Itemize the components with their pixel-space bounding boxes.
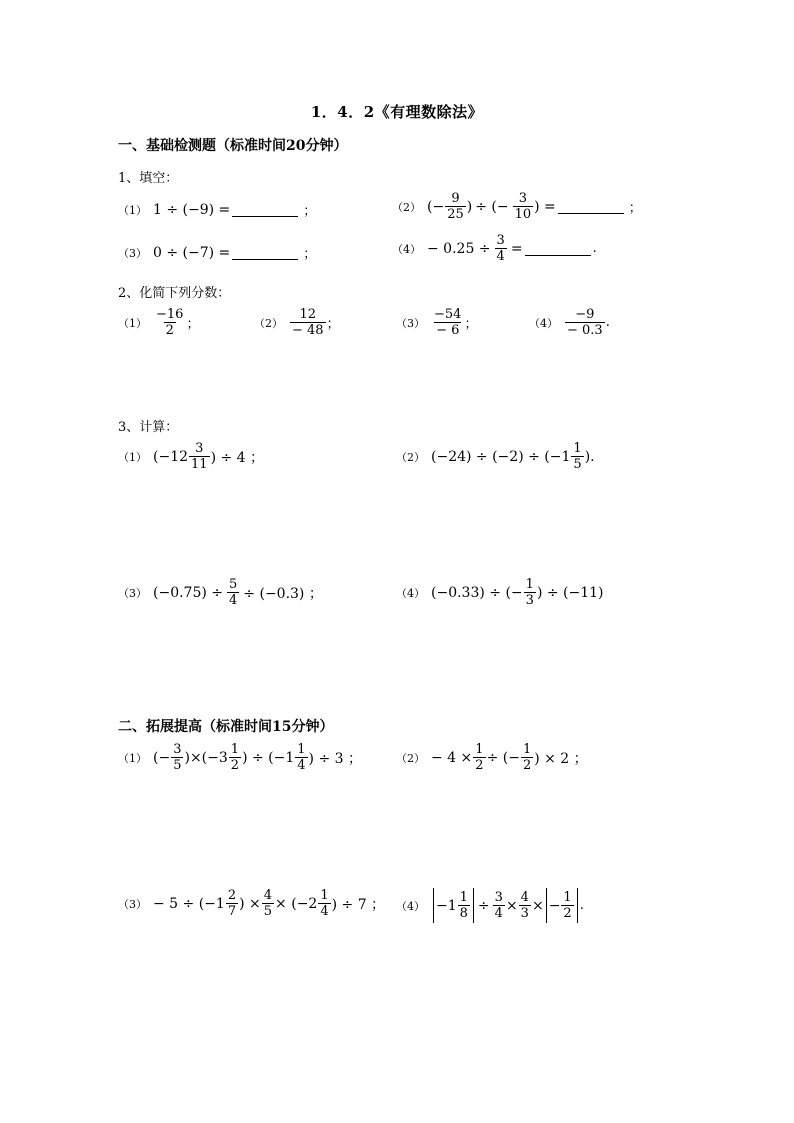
fraction: $\frac{-54}{- 6}$: [434, 307, 462, 338]
fraction: $\frac{-9}{- 0.3}$: [567, 307, 603, 338]
q2-item-1: （1） $\frac{-16}{2}$ ；: [118, 307, 200, 338]
fraction: $\frac{1}{2}$: [475, 742, 484, 773]
q2-item-2: （2） $\frac{12}{- 48}$ ；: [254, 307, 340, 338]
absolute-value: −1 $\frac{1}{8}$: [433, 888, 474, 923]
q3-item-2: （2） (−24) ÷ (−2) ÷ (−1 $\frac{1}{5}$ ).: [396, 441, 595, 472]
q1-item-4: （4） − 0.25 ÷ $\frac{3}{4}$ = .: [392, 233, 597, 264]
section2-heading: 二、拓展提高（标准时间15分钟）: [118, 719, 334, 735]
q3-item-3: （3） (−0.75) ÷ $\frac{5}{4}$ ÷ (−0.3) ；: [118, 577, 323, 608]
fraction: $\frac{3}{4}$: [494, 890, 503, 921]
answer-blank[interactable]: [232, 202, 298, 217]
fraction: $\frac{9}{25}$: [447, 191, 464, 222]
q1-item-3: （3） 0 ÷ (−7) = ；: [118, 244, 317, 262]
answer-blank[interactable]: [525, 241, 591, 256]
s2-item-1: （1） (− $\frac{3}{5}$ )×(−3 $\frac{1}{2}$ ) ÷ (−1 $\frac{1}{4}$ ) ÷ 3 ；: [118, 742, 362, 773]
q2-label: 2、化简下列分数：: [118, 286, 231, 301]
fraction: $\frac{3}{11}$: [191, 441, 208, 472]
q3-label: 3、计算：: [118, 420, 179, 435]
fraction: $\frac{-16}{2}$: [156, 307, 184, 338]
s2-item-4: （4） −1 $\frac{1}{8}$ ÷ $\frac{3}{4}$ × $\frac{4}{3}$ × − $\frac{1}{2}$ .: [396, 890, 584, 921]
fraction: $\frac{1}{4}$: [320, 888, 329, 919]
q3-item-4: （4） (−0.33) ÷ (− $\frac{1}{3}$ ) ÷ (−11): [396, 577, 604, 608]
fraction: $\frac{3}{5}$: [173, 742, 182, 773]
answer-blank[interactable]: [558, 199, 624, 214]
fraction: $\frac{12}{- 48}$: [292, 307, 324, 338]
fraction: $\frac{1}{3}$: [525, 577, 534, 608]
absolute-value: − $\frac{1}{2}$: [546, 888, 578, 923]
section1-heading: 一、基础检测题（标准时间20分钟）: [118, 138, 348, 154]
q1-label: 1、填空：: [118, 171, 179, 186]
fraction: $\frac{5}{4}$: [229, 577, 238, 608]
fraction: $\frac{3}{4}$: [496, 233, 505, 264]
page-title: 1．4．2《有理数除法》: [310, 103, 484, 121]
q2-item-3: （3） $\frac{-54}{- 6}$ ；: [396, 307, 478, 338]
fraction: $\frac{3}{10}$: [514, 191, 532, 222]
s2-item-3: （3） − 5 ÷ (−1 $\frac{2}{7}$ ) × $\frac{4}{5}$ × (−2 $\frac{1}{4}$ ) ÷ 7 ；: [118, 888, 386, 919]
fraction: $\frac{1}{4}$: [297, 742, 306, 773]
answer-blank[interactable]: [232, 245, 298, 260]
q1-item-2: （2） (− $\frac{9}{25}$ ) ÷ (− $\frac{3}{10}$ ) = ；: [392, 191, 642, 222]
fraction: $\frac{4}{3}$: [520, 890, 529, 921]
fraction: $\frac{1}{2}$: [230, 742, 240, 773]
fraction: $\frac{4}{5}$: [263, 888, 273, 919]
fraction: $\frac{1}{5}$: [573, 441, 582, 472]
fraction: $\frac{1}{2}$: [522, 742, 532, 773]
fraction: $\frac{1}{8}$: [459, 890, 468, 921]
q3-item-1: （1） (−12 $\frac{3}{11}$ ) ÷ 4 ；: [118, 441, 265, 472]
q1-item-1: （1） 1 ÷ (−9) = ；: [118, 201, 317, 219]
q2-item-4: （4） $\frac{-9}{- 0.3}$ .: [529, 307, 610, 338]
fraction: $\frac{1}{2}$: [563, 890, 572, 921]
s2-item-2: （2） − 4 × $\frac{1}{2}$ ÷ (− $\frac{1}{2}$ ) × 2 ；: [396, 742, 588, 773]
fraction: $\frac{2}{7}$: [227, 888, 237, 919]
